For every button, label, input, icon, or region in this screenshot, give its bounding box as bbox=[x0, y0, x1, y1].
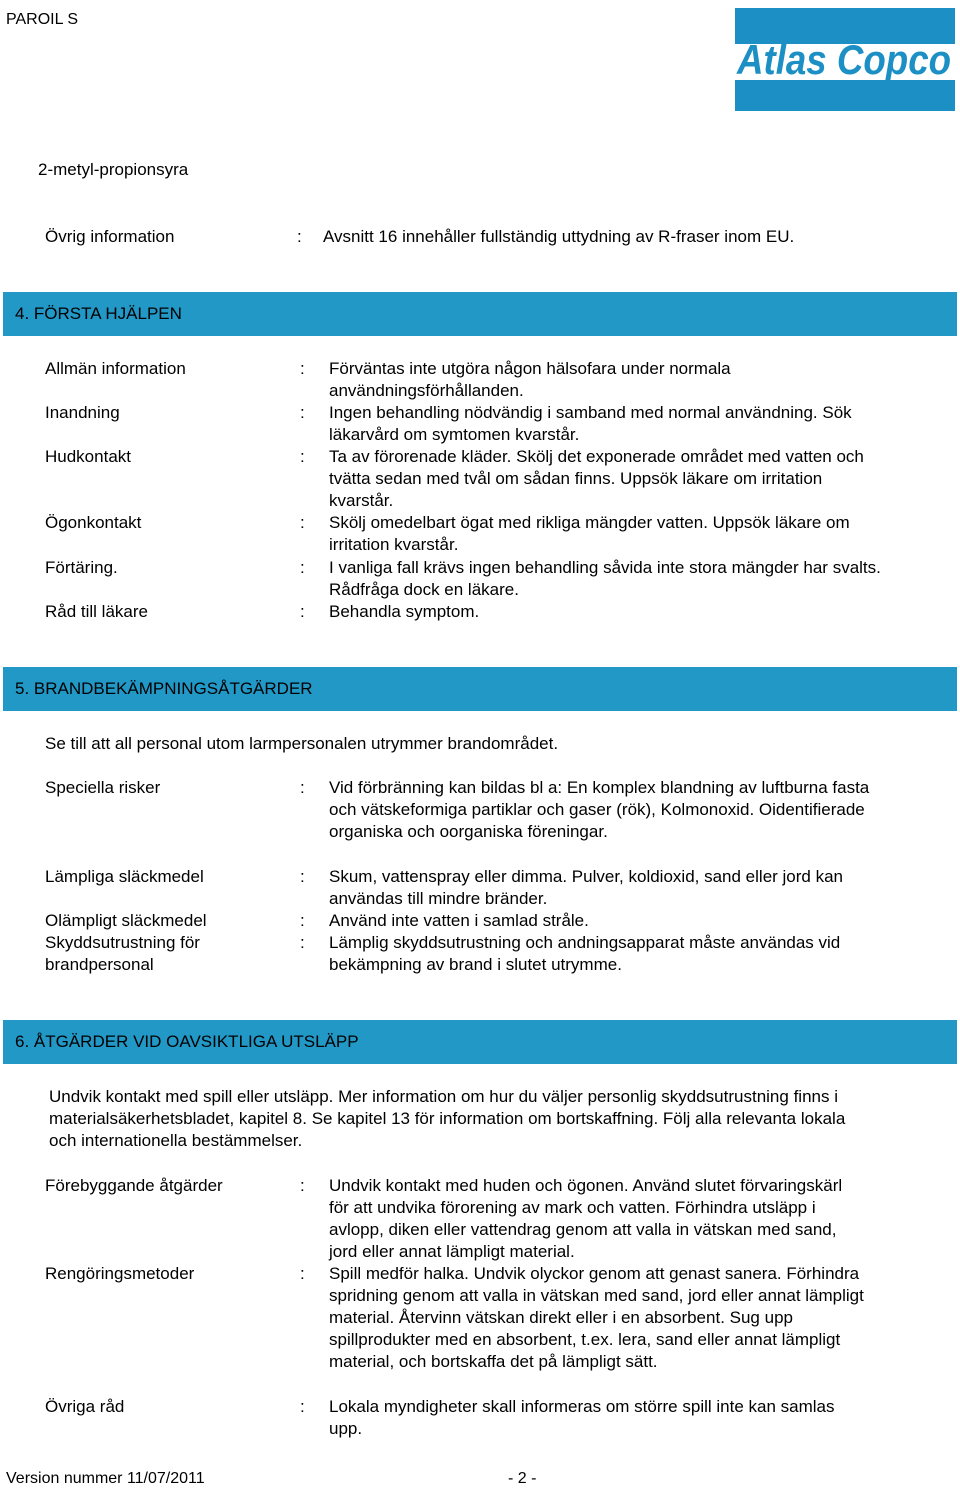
s5-value: Skum, vattenspray eller dimma. Pulver, koldioxid, sand eller jord kan användas till mindre bränder. bbox=[329, 867, 844, 908]
s5-value: Använd inte vatten i samlad stråle. bbox=[329, 911, 589, 930]
other-info-colon: : bbox=[297, 227, 302, 246]
s4-value: Ingen behandling nödvändig i samband med normal användning. Sök läkarvård om symtomen kvarstår. bbox=[329, 403, 852, 444]
s4-label: Inandning bbox=[45, 403, 120, 422]
other-info-value: Avsnitt 16 innehåller fullständig uttydning av R-fraser inom EU. bbox=[323, 227, 795, 246]
s4-value: I vanliga fall krävs ingen behandling såvida inte stora mängder har svalts. Rådfråga dock en läkare. bbox=[329, 558, 881, 599]
product-name: PAROIL S bbox=[6, 11, 79, 28]
s5-label: Olämpligt släckmedel bbox=[45, 911, 207, 930]
section-5-header: 5. BRANDBEKÄMPNINGSÅTGÄRDER bbox=[3, 667, 957, 711]
s4-value: Förväntas inte utgöra någon hälsofara under normala användningsförhållanden. bbox=[329, 359, 731, 400]
footer-version: Version nummer 11/07/2011 bbox=[6, 1470, 205, 1487]
s4-label: Förtäring. bbox=[45, 558, 118, 577]
s5-label: Skyddsutrustning för brandpersonal bbox=[45, 933, 200, 974]
s6-value: Spill medför halka. Undvik olyckor genom att genast sanera. Förhindra spridning genom att valla in vätskan med sand, jord eller annat lämpligt material. Återvinn vätskan direkt eller i en absorbent. Sug upp spillprodukter med en absorbent, t.ex. lera, sand eller annat lämpligt material, och bortskaffa det på lämpligt sätt. bbox=[329, 1264, 864, 1371]
s4-label: Råd till läkare bbox=[45, 602, 148, 621]
atlas-copco-logo bbox=[735, 8, 955, 111]
s6-value: Undvik kontakt med huden och ögonen. Använd slutet förvaringskärl för att undvika förorening av mark och vatten. Förhindra utsläpp i avlopp, diken eller vattendrag genom att valla in vätskan med sand, jord eller annat lämpligt material. bbox=[329, 1176, 843, 1261]
s5-intro: Se till att all personal utom larmpersonalen utrymmer brandområdet. bbox=[45, 734, 559, 753]
s6-colon: : bbox=[300, 1264, 305, 1283]
s4-label: Hudkontakt bbox=[45, 447, 131, 466]
s6-label: Rengöringsmetoder bbox=[45, 1264, 195, 1283]
s4-label: Ögonkontakt bbox=[45, 513, 142, 532]
s4-label: Allmän information bbox=[45, 359, 186, 378]
s5-value: Vid förbränning kan bildas bl a: En komplex blandning av luftburna fasta och vätskeformiga partiklar och gaser (rök), Kolmonoxid. Oidentifierade organiska och oorganiska föreningar. bbox=[329, 778, 870, 841]
s6-value: Lokala myndigheter skall informeras om större spill inte kan samlas upp. bbox=[329, 1397, 835, 1438]
s4-value: Ta av förorenade kläder. Skölj det exponerade området med vatten och tvätta sedan med tvål om sådan finns. Uppsök läkare om irritation kvarstår. bbox=[329, 447, 864, 510]
s5-colon: : bbox=[300, 778, 305, 797]
s5-colon: : bbox=[300, 911, 305, 930]
s5-colon: : bbox=[300, 867, 305, 886]
section-4-header: 4. FÖRSTA HJÄLPEN bbox=[3, 292, 957, 336]
s6-colon: : bbox=[300, 1176, 305, 1195]
s5-label: Speciella risker bbox=[45, 778, 161, 797]
s4-value: Behandla symptom. bbox=[329, 602, 480, 621]
section-6-header: 6. ÅTGÄRDER VID OAVSIKTLIGA UTSLÄPP bbox=[3, 1020, 957, 1064]
s5-label: Lämpliga släckmedel bbox=[45, 867, 204, 886]
footer-page-number: - 2 - bbox=[508, 1470, 537, 1487]
s4-value: Skölj omedelbart ögat med rikliga mängder vatten. Uppsök läkare om irritation kvarstår. bbox=[329, 513, 850, 554]
s6-colon: : bbox=[300, 1397, 305, 1416]
s4-colon: : bbox=[300, 403, 305, 422]
svg-text:Atlas Copco: Atlas Copco bbox=[736, 36, 951, 83]
s4-colon: : bbox=[300, 359, 305, 378]
s4-colon: : bbox=[300, 447, 305, 466]
s5-colon: : bbox=[300, 933, 305, 952]
s4-colon: : bbox=[300, 602, 305, 621]
other-info-label: Övrig information bbox=[45, 227, 175, 246]
s4-colon: : bbox=[300, 558, 305, 577]
s6-label: Övriga råd bbox=[45, 1397, 125, 1416]
substance-name: 2-metyl-propionsyra bbox=[38, 160, 189, 179]
s6-label: Förebyggande åtgärder bbox=[45, 1176, 223, 1195]
s6-intro: Undvik kontakt med spill eller utsläpp. Mer information om hur du väljer personlig skyddsutrustning finns i materialsäkerhetsbladet, kapitel 8. Se kapitel 13 för information om bortskaffning. Följ alla relevanta lokala och internationella bestämmelser. bbox=[49, 1087, 846, 1150]
s5-value: Lämplig skyddsutrustning och andningsapparat måste användas vid bekämpning av brand i slutet utrymme. bbox=[329, 933, 841, 974]
s4-colon: : bbox=[300, 513, 305, 532]
